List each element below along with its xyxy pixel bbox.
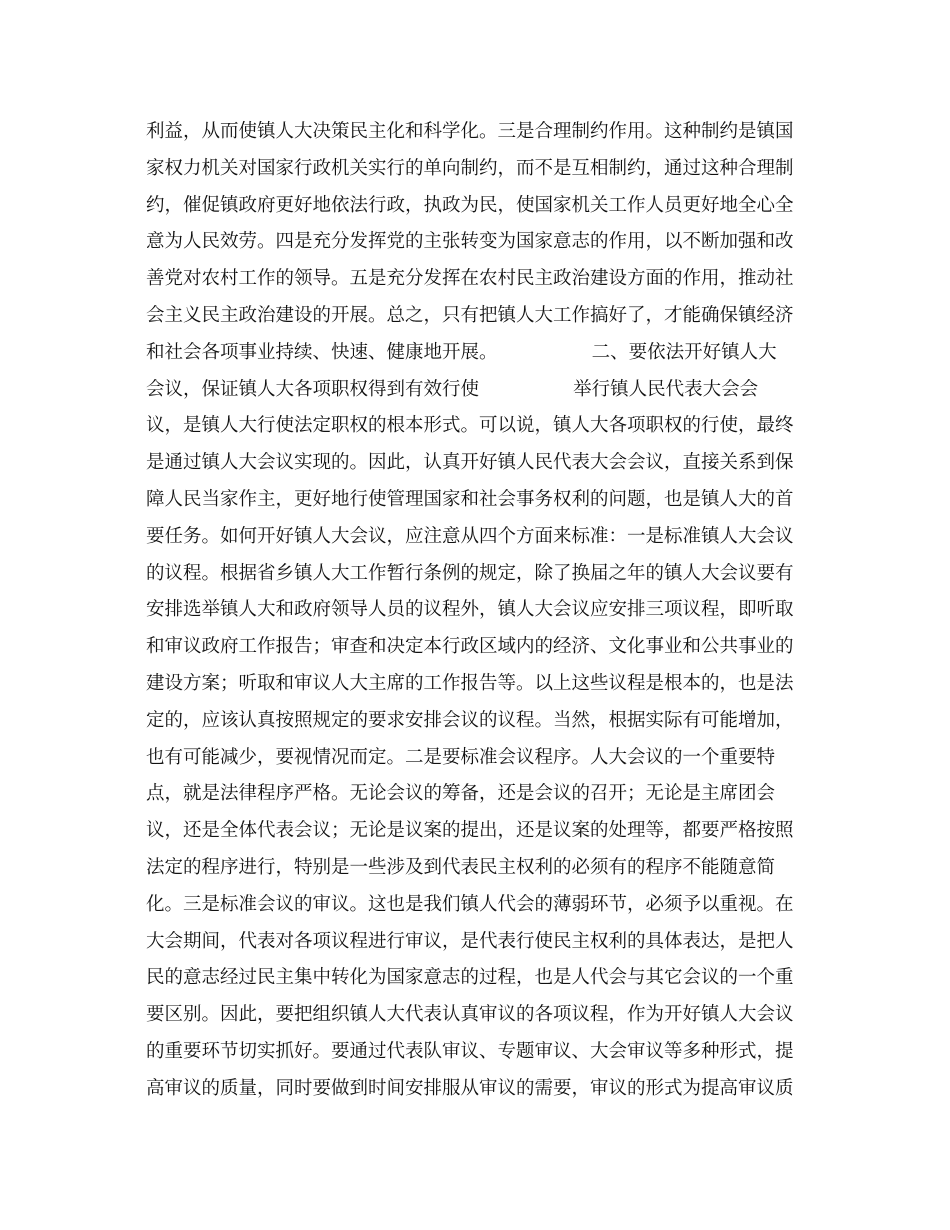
text-line: 高审议的质量，同时要做到时间安排服从审议的需要，审议的形式为提高审议质 (146, 1077, 794, 1099)
text-line: 和审议政府工作报告；审查和决定本行政区域内的经济、文化事业和公共事业的 (146, 636, 794, 658)
body-text (146, 114, 806, 1108)
text-line: 安排选举镇人大和政府领导人员的议程外，镇人大会议应安排三项议程，即听取 (146, 599, 794, 621)
text-line: 是通过镇人大会议实现的。因此，认真开好镇人民代表大会会议，直接关系到保 (146, 452, 794, 474)
text-line: 家权力机关对国家行政机关实行的单向制约，而不是互相制约，通过这种合理制 (146, 157, 794, 179)
text-line: 民的意志经过民主集中转化为国家意志的过程，也是人代会与其它会议的一个重 (146, 967, 794, 989)
text-line: 建设方案；听取和审议人大主席的工作报告等。以上这些议程是根本的，也是法 (146, 672, 794, 694)
text-line: 会主义民主政治建设的开展。总之，只有把镇人大工作搞好了，才能确保镇经济 (146, 304, 794, 326)
text-line: 点，就是法律程序严格。无论会议的筹备，还是会议的召开；无论是主席团会 (146, 783, 776, 805)
text-line: 善党对农村工作的领导。五是充分发挥在农村民主政治建设方面的作用，推动社 (146, 268, 794, 290)
text-line: 大会期间，代表对各项议程进行审议，是代表行使民主权利的具体表达，是把人 (146, 930, 794, 952)
text-line: 利益，从而使镇人大决策民主化和科学化。三是合理制约作用。这种制约是镇国 (146, 121, 794, 142)
text-line: 障人民当家作主，更好地行使管理国家和社会事务权利的问题，也是镇人大的首 (146, 488, 794, 510)
text-line: 约，催促镇政府更好地依法行政，执政为民，使国家机关工作人员更好地全心全 (146, 194, 794, 216)
text-line: 会议，保证镇人大各项职权得到有效行使 举行镇人民代表大会会 (146, 378, 759, 400)
text-line: 定的，应该认真按照规定的要求安排会议的议程。当然，根据实际有可能增加， (146, 709, 794, 731)
text-line: 意为人民效劳。四是充分发挥党的主张转变为国家意志的作用，以不断加强和改 (146, 231, 794, 253)
text-line: 议，还是全体代表会议；无论是议案的提出，还是议案的处理等，都要严格按照 (146, 820, 794, 842)
text-line: 也有可能减少，要视情况而定。二是要标准会议程序。人大会议的一个重要特 (146, 746, 776, 768)
text-line: 的议程。根据省乡镇人大工作暂行条例的规定，除了换届之年的镇人大会议要有 (146, 562, 794, 584)
text-line: 化。三是标准会议的审议。这也是我们镇人代会的薄弱环节，必须予以重视。在 (146, 893, 794, 915)
text-line: 议，是镇人大行使法定职权的根本形式。可以说，镇人大各项职权的行使，最终 (146, 415, 794, 437)
text-line: 的重要环节切实抓好。要通过代表队审议、专题审议、大会审议等多种形式，提 (146, 1040, 794, 1062)
text-line: 要区别。因此，要把组织镇人大代表认真审议的各项议程，作为开好镇人大会议 (146, 1004, 794, 1026)
text-line: 要任务。如何开好镇人大会议，应注意从四个方面来标准：一是标准镇人大会议 (146, 525, 794, 547)
text-line: 法定的程序进行，特别是一些涉及到代表民主权利的必须有的程序不能随意简 (146, 856, 776, 878)
text-line: 和社会各项事业持续、快速、健康地开展。 二、要依法开好镇人大 (146, 341, 777, 363)
